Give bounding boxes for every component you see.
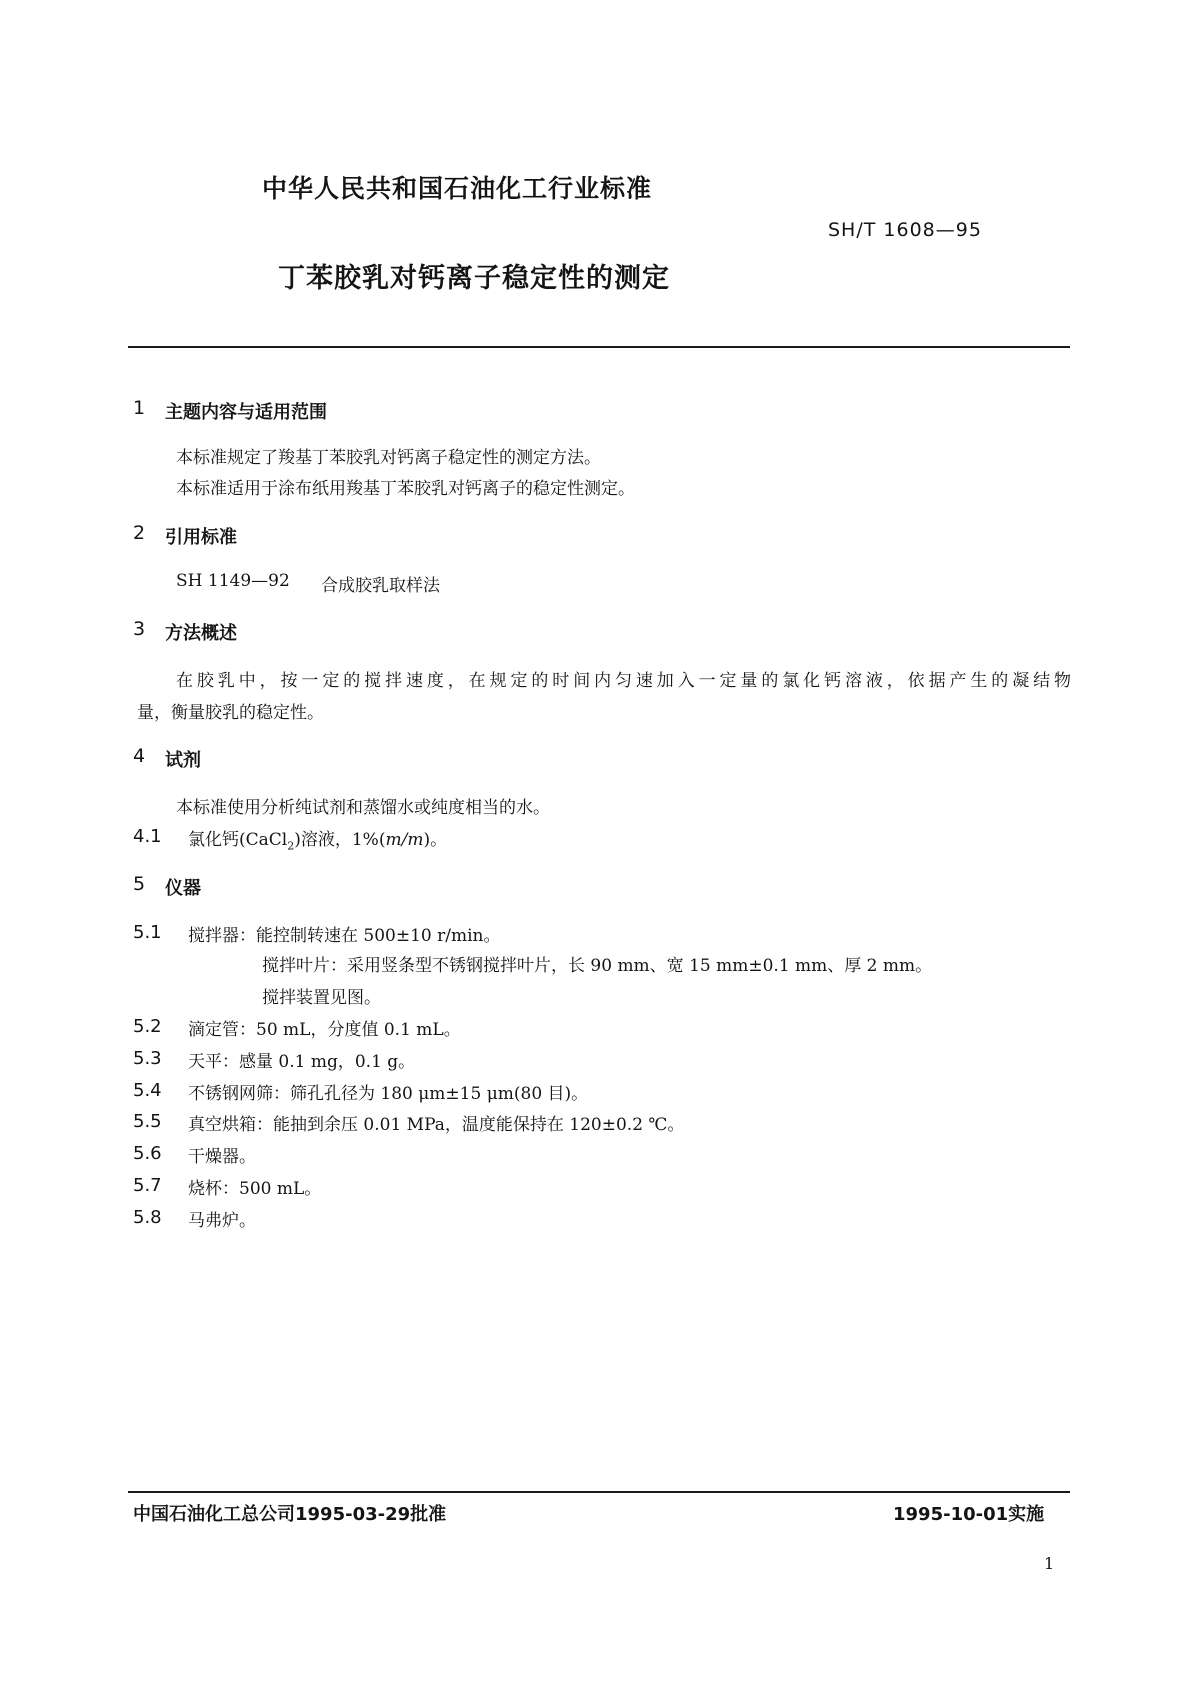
reagent-text: 氯化钙(CaCl	[188, 830, 288, 850]
effective-date: 1995-10-01实施	[893, 1504, 1045, 1525]
section-heading: 主题内容与适用范围	[165, 402, 327, 423]
section-number: 4	[133, 745, 146, 767]
item-number: 5.4	[133, 1080, 162, 1101]
reagent-item	[188, 825, 447, 852]
reference-title: 合成胶乳取样法	[321, 576, 440, 596]
item-number: 5.8	[133, 1207, 162, 1228]
item-text: 马弗炉。	[188, 1211, 256, 1231]
item-number: 5.6	[133, 1143, 162, 1164]
section-number: 2	[133, 522, 146, 544]
reagent-text: )。	[423, 830, 448, 850]
paragraph-line: 在胶乳中，按一定的搅拌速度，在规定的时间内匀速加入一定量的氯化钙溶液，依据产生的凝结物	[176, 671, 1071, 691]
item-text: 天平：感量 0.1 mg，0.1 g。	[188, 1052, 416, 1072]
paragraph: 本标准规定了羧基丁苯胶乳对钙离子稳定性的测定方法。	[176, 448, 601, 468]
section-heading: 仪器	[165, 878, 201, 899]
item-text: 不锈钢网筛：筛孔孔径为 180 μm±15 μm(80 目)。	[188, 1084, 589, 1104]
page-number: 1	[1044, 1554, 1055, 1573]
section-heading: 方法概述	[165, 623, 237, 644]
section-heading: 试剂	[165, 750, 201, 771]
footer-divider	[128, 1491, 1070, 1493]
reagent-italic: m/m	[385, 830, 424, 850]
document-code: SH/T 1608—95	[828, 219, 982, 241]
item-number: 5.3	[133, 1048, 162, 1069]
item-number: 5.5	[133, 1111, 162, 1132]
item-number: 5.7	[133, 1175, 162, 1196]
approval-note: 中国石油化工总公司1995-03-29批准	[133, 1504, 447, 1525]
reagent-subscript: 2	[287, 839, 295, 853]
item-number: 4.1	[133, 826, 162, 847]
paragraph-line: 量，衡量胶乳的稳定性。	[137, 703, 324, 723]
reagent-text: )溶液，1%(	[294, 830, 386, 850]
item-text: 搅拌装置见图。	[262, 988, 381, 1008]
item-text: 滴定管：50 mL，分度值 0.1 mL。	[188, 1020, 461, 1040]
reference-code: SH 1149—92	[176, 571, 290, 591]
item-text: 搅拌器：能控制转速在 500±10 r/min。	[188, 926, 501, 946]
item-text: 真空烘箱：能抽到余压 0.01 MPa，温度能保持在 120±0.2 ℃。	[188, 1115, 685, 1135]
item-text: 干燥器。	[188, 1147, 256, 1167]
section-number: 5	[133, 873, 146, 895]
paragraph: 本标准适用于涂布纸用羧基丁苯胶乳对钙离子的稳定性测定。	[176, 479, 635, 499]
paragraph: 本标准使用分析纯试剂和蒸馏水或纯度相当的水。	[176, 798, 550, 818]
item-text: 搅拌叶片：采用竖条型不锈钢搅拌叶片，长 90 mm、宽 15 mm±0.1 mm、厚 2 mm。	[262, 956, 933, 976]
item-number: 5.1	[133, 922, 162, 943]
industry-title: 中华人民共和国石油化工行业标准	[262, 174, 653, 203]
item-number: 5.2	[133, 1016, 162, 1037]
section-heading: 引用标准	[165, 527, 237, 548]
item-text: 烧杯：500 mL。	[188, 1179, 322, 1199]
document-title: 丁苯胶乳对钙离子稳定性的测定	[278, 263, 670, 294]
section-number: 3	[133, 618, 146, 640]
section-number: 1	[133, 397, 146, 419]
header-divider	[128, 346, 1070, 348]
